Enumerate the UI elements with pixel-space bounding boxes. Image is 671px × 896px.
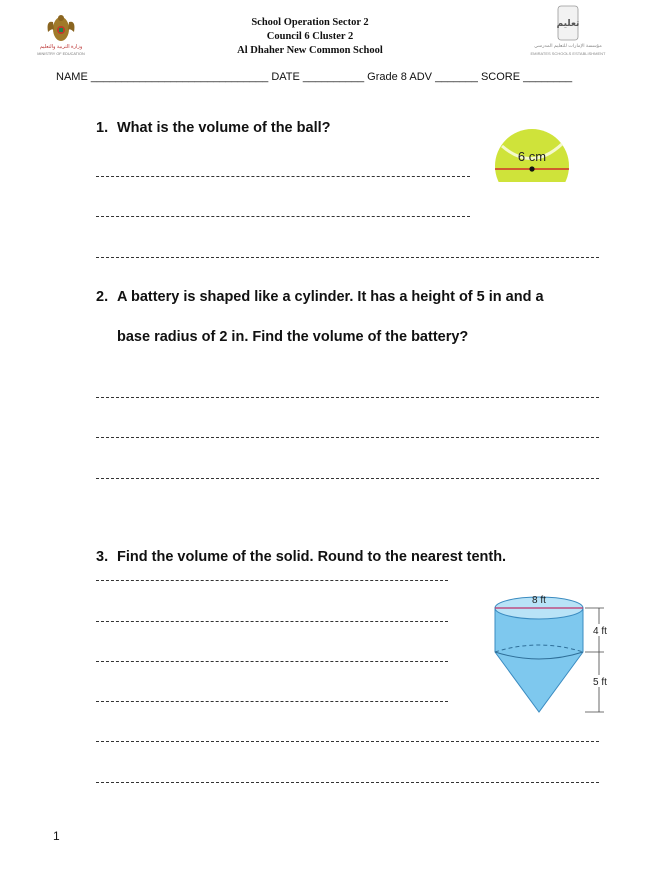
cylinder-height-label: 4 ft — [593, 626, 607, 637]
answer-line[interactable] — [96, 621, 448, 622]
name-blank[interactable]: _____________________________ — [90, 71, 269, 83]
question-2-number: 2. — [96, 289, 109, 305]
date-label: DATE — [271, 71, 300, 83]
header-line-1: School Operation Sector 2 — [251, 17, 369, 28]
answer-line[interactable] — [96, 661, 448, 662]
answer-line[interactable] — [96, 216, 470, 217]
student-info-row — [56, 71, 616, 83]
question-3-text: Find the volume of the solid. Round to the nearest tenth. — [117, 549, 507, 565]
answer-line[interactable] — [96, 478, 599, 479]
grade-blank[interactable]: _______ — [435, 71, 478, 83]
question-1-number: 1. — [96, 120, 109, 136]
establishment-caption-en: EMIRATES SCHOOLS ESTABLISHMENT — [530, 51, 606, 56]
answer-line[interactable] — [96, 397, 599, 398]
cylinder-cone-solid-figure — [488, 588, 616, 718]
grade-label: Grade 8 ADV — [367, 71, 432, 83]
question-3 — [96, 549, 506, 565]
score-blank[interactable]: ________ — [523, 71, 573, 83]
falcon-emblem-icon — [36, 12, 86, 44]
cone-height-label: 5 ft — [593, 677, 607, 688]
logo-mark-text: تعليم — [556, 19, 580, 29]
answer-line[interactable] — [96, 580, 448, 581]
name-label: NAME — [56, 71, 88, 83]
answer-line[interactable] — [96, 257, 599, 258]
header-line-2: Council 6 Cluster 2 — [266, 31, 354, 42]
question-2 — [96, 289, 544, 305]
emirates-schools-logo — [528, 4, 608, 56]
question-1 — [96, 120, 331, 136]
school-header — [180, 16, 440, 58]
center-point — [529, 166, 534, 171]
establishment-caption-ar: مؤسسة الإمارات للتعليم المدرسي — [534, 44, 602, 49]
answer-line[interactable] — [96, 782, 599, 783]
question-2-text-line-1: A battery is shaped like a cylinder. It has a height of 5 in and a — [117, 289, 544, 305]
top-diameter-label: 8 ft — [532, 595, 546, 606]
page-number: 1 — [53, 829, 60, 843]
question-2-continued — [117, 329, 468, 345]
answer-line[interactable] — [96, 176, 470, 177]
ball-diameter-label: 6 cm — [517, 149, 547, 164]
answer-line[interactable] — [96, 437, 599, 438]
answer-line[interactable] — [96, 741, 599, 742]
question-3-number: 3. — [96, 549, 109, 565]
question-2-text-line-2: base radius of 2 in. Find the volume of the battery? — [117, 329, 469, 345]
ministry-caption-en: MINISTRY OF EDUCATION — [37, 52, 85, 56]
date-blank[interactable]: __________ — [302, 71, 365, 83]
tennis-ball-figure — [492, 124, 570, 182]
score-label: SCORE — [480, 71, 521, 83]
answer-line[interactable] — [96, 701, 448, 702]
header-line-3: Al Dhaher New Common School — [237, 45, 383, 56]
question-1-text: What is the volume of the ball? — [117, 120, 331, 136]
ministry-emblem-logo — [36, 12, 86, 60]
ministry-caption-ar: وزارة التربية والتعليم — [39, 44, 83, 50]
taaleem-mark-icon — [528, 4, 608, 44]
solid-body — [495, 608, 583, 712]
